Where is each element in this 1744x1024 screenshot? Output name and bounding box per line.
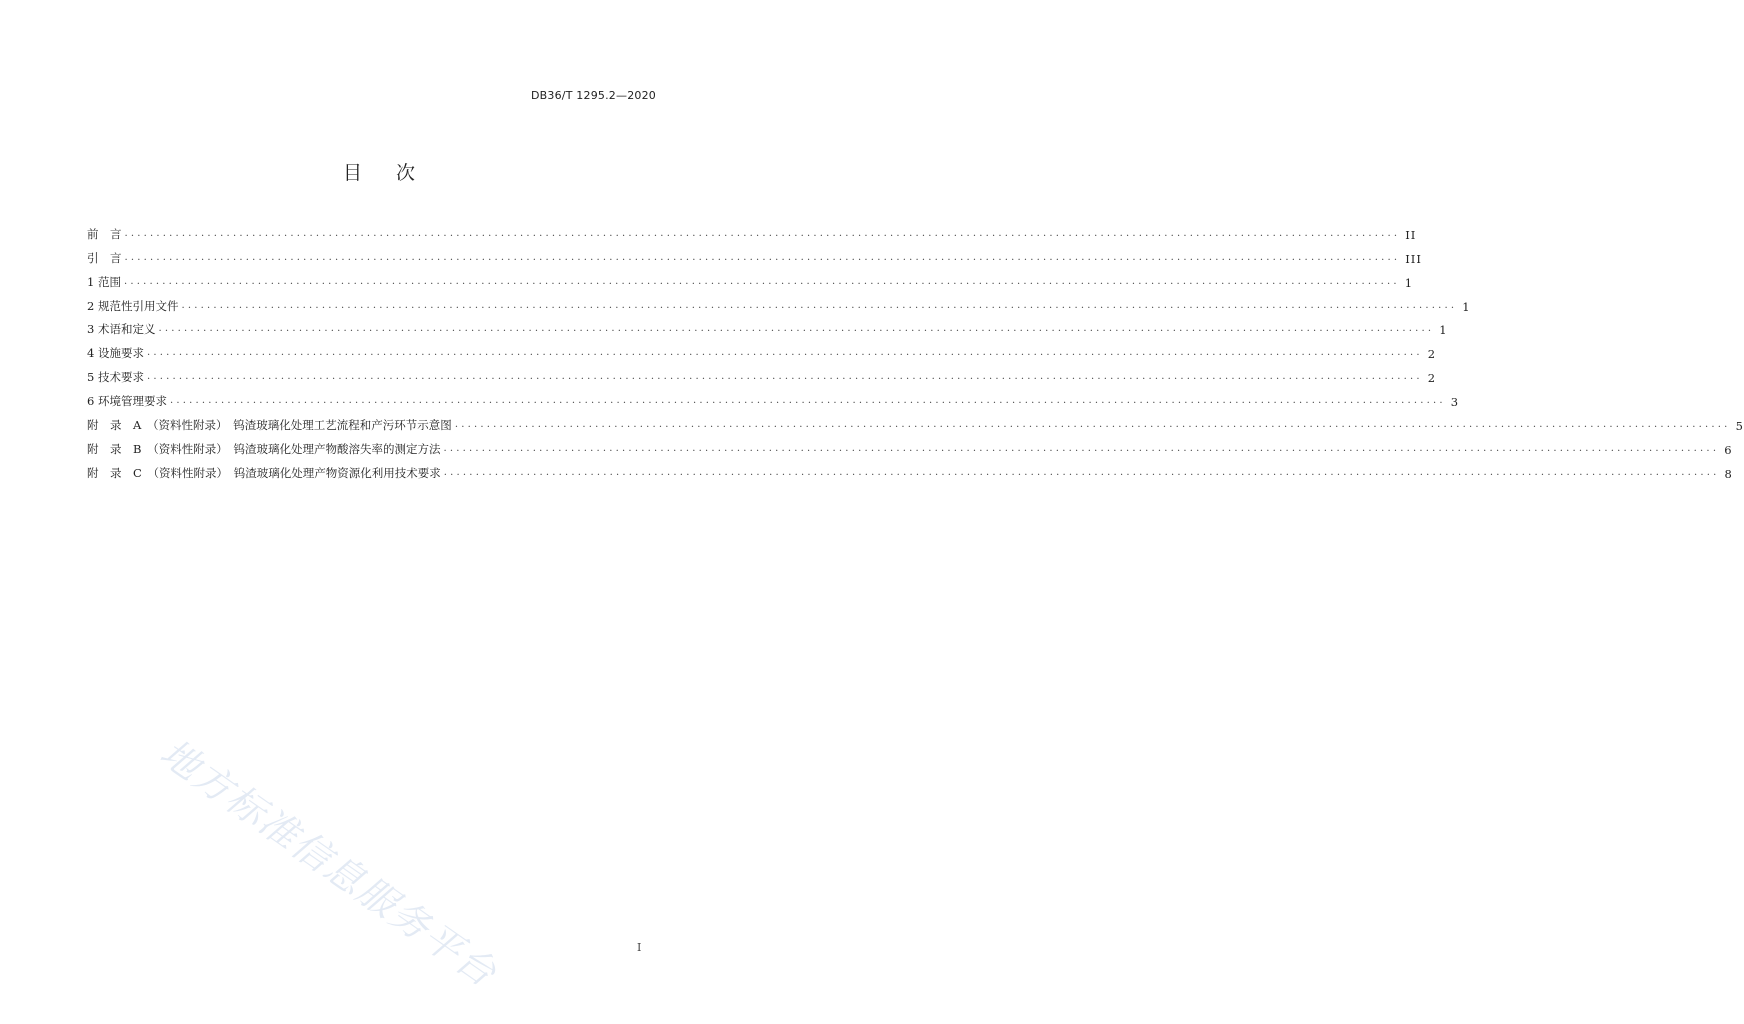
dot-leader: ........................................................................................................................................................................................................ (454, 419, 1731, 431)
toc-entry-page: 3 (1450, 395, 1460, 410)
dot-leader: ........................................................................................................................................................................................................ (443, 466, 1720, 478)
toc-entry[interactable] (87, 385, 1460, 410)
watermark: 地方标准信息服务平台 (152, 730, 506, 996)
toc-entry[interactable] (87, 314, 1448, 338)
dot-leader: ........................................................................................................................................................................................................ (169, 395, 1446, 407)
toc-entry-page: 1 (1439, 323, 1448, 338)
toc-entry-label: 附 录 B （资料性附录） 钨渣玻璃化处理产物酸溶失率的测定方法 (87, 441, 441, 456)
toc-entry[interactable] (87, 433, 1733, 457)
toc-entry-label: 附 录 C （资料性附录） 钨渣玻璃化处理产物资源化利用技术要求 (87, 465, 441, 480)
dot-leader: ........................................................................................................................................................................................................ (443, 442, 1720, 454)
toc-entry-label: 引 言 (87, 250, 122, 265)
toc-entry[interactable] (87, 242, 1422, 266)
dot-leader: ........................................................................................................................................................................................................ (181, 299, 1458, 311)
toc-entry-label: 前 言 (87, 226, 122, 241)
dot-leader: ........................................................................................................................................................................................................ (124, 227, 1401, 239)
dot-leader: ........................................................................................................................................................................................................ (158, 323, 1435, 335)
toc-entry-page: 2 (1427, 371, 1437, 386)
toc-entry[interactable] (87, 218, 1417, 242)
page-number: I (637, 941, 642, 954)
toc-entry-page: 8 (1724, 466, 1733, 481)
toc-entry[interactable] (87, 290, 1471, 314)
toc-entry-label: 4 设施要求 (87, 346, 144, 361)
dot-leader: ........................................................................................................................................................................................................ (146, 371, 1423, 383)
toc-entry[interactable] (87, 337, 1437, 362)
toc-entry-label: 附 录 A （资料性附录） 钨渣玻璃化处理工艺流程和产污环节示意图 (87, 418, 452, 433)
toc-list (87, 218, 1744, 481)
toc-entry-page: 1 (1404, 275, 1414, 290)
toc-entry-page: 2 (1427, 347, 1437, 362)
toc-entry-label: 6 环境管理要求 (87, 394, 167, 409)
toc-entry[interactable] (87, 457, 1733, 481)
toc-entry-label: 5 技术要求 (87, 370, 144, 385)
dot-leader: ........................................................................................................................................................................................................ (146, 347, 1423, 359)
toc-entry-page: II (1405, 227, 1417, 242)
toc-entry-page: 5 (1735, 419, 1744, 434)
toc-entry-page: 1 (1462, 299, 1471, 314)
toc-entry-page: 6 (1724, 442, 1733, 457)
toc-entry-label: 2 规范性引用文件 (87, 298, 179, 313)
dot-leader: ........................................................................................................................................................................................................ (124, 251, 1401, 263)
toc-entry-page: III (1405, 251, 1422, 266)
toc-entry-label: 1 范围 (87, 274, 121, 289)
toc-entry[interactable] (87, 361, 1437, 386)
toc-entry[interactable] (87, 266, 1414, 290)
dot-leader: ........................................................................................................................................................................................................ (123, 275, 1400, 287)
document-code: DB36/T 1295.2—2020 (530, 89, 656, 102)
toc-entry[interactable] (87, 409, 1744, 434)
toc-title: 目次 (342, 162, 449, 184)
toc-entry-label: 3 术语和定义 (87, 322, 156, 337)
